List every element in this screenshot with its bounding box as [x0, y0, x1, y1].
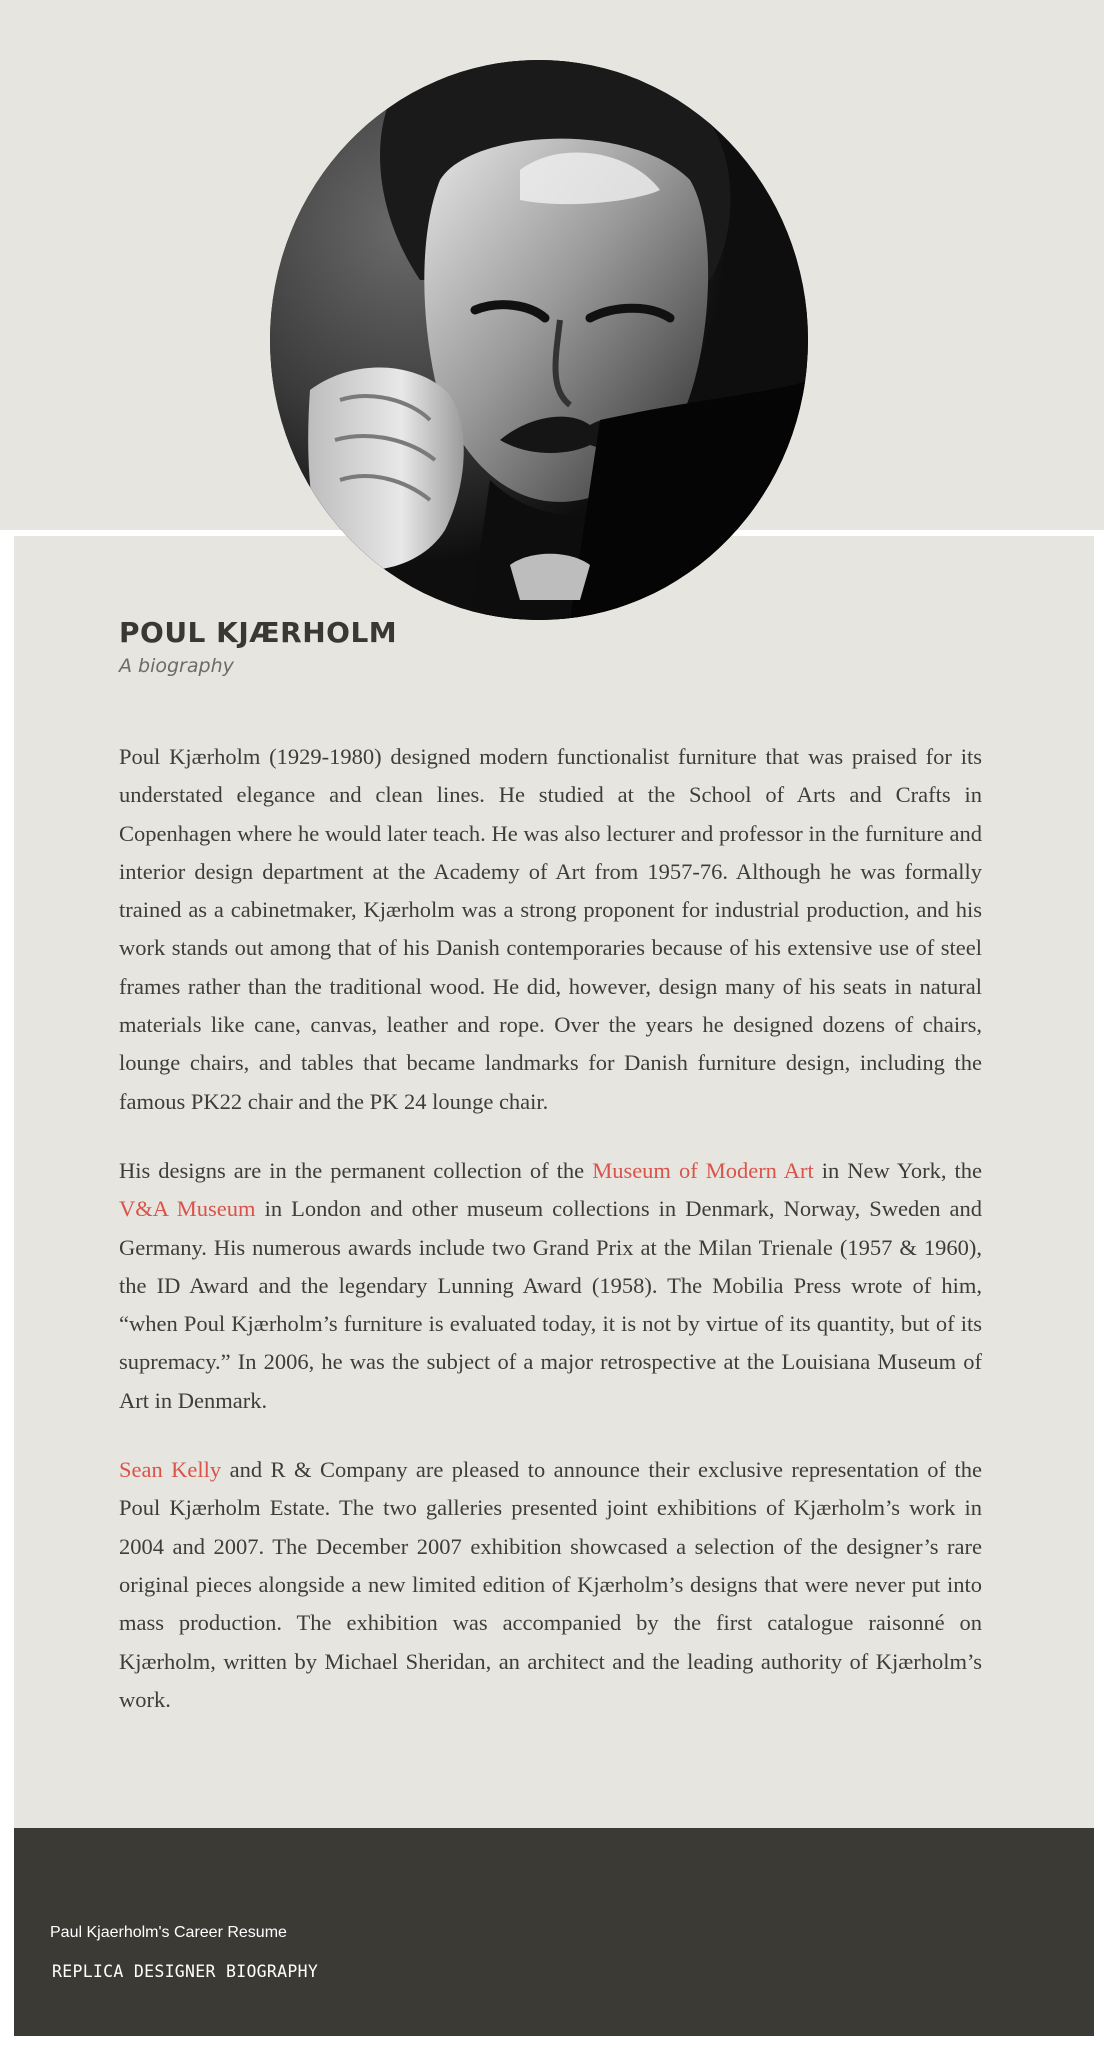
bio-text: His designs are in the permanent collection of the: [119, 1157, 593, 1183]
footer-title-link[interactable]: Paul Kjaerholm's Career Resume: [50, 1924, 287, 1941]
bio-paragraph-3: [119, 1451, 982, 1719]
footer: [14, 1828, 1094, 2036]
bio-text: in New York, the: [813, 1157, 982, 1183]
page-subtitle: A biography: [119, 655, 234, 677]
bio-paragraph-2: [119, 1152, 982, 1420]
footer-subtitle: REPLICA DESIGNER BIOGRAPHY: [52, 1962, 319, 1981]
link-museum-of-modern-art[interactable]: Museum of Modern Art: [592, 1157, 814, 1183]
portrait-illustration: [270, 60, 808, 620]
link-va-museum[interactable]: V&A Museum: [119, 1196, 256, 1222]
bio-text: and R & Company are pleased to announce their exclusive representation of the Poul Kjærholm Estate. The two galleries presented joint exhibitions of Kjærholm’s work in 2004 and 2007. The December 2007 exhibition showcased a selection of the designer’s rare original pieces alongside a new limited edition of Kjærholm’s designs that were never put into mass production. The exhibition was accompanied by the first catalogue raisonné on Kjærholm, written by Michael Sheridan, an architect and the leading authority of Kjærholm’s work.: [119, 1457, 982, 1712]
bio-paragraph-1: Poul Kjærholm (1929-1980) designed modern functionalist furniture that was praised for its understated elegance and clean lines. He studied at the School of Arts and Crafts in Copenhagen where he would later teach. He was also lecturer and professor in the furniture and interior design department at the Academy of Art from 1957-76. Although he was formally trained as a cabinetmaker, Kjærholm was a strong proponent for industrial production, and his work stands out among that of his Danish contemporaries because of his extensive use of steel frames rather than the traditional wood. He did, however, design many of his seats in natural materials like cane, canvas, leather and rope. Over the years he designed dozens of chairs, lounge chairs, and tables that became landmarks for Danish furniture design, including the famous PK22 chair and the PK 24 lounge chair.: [119, 744, 982, 1114]
link-sean-kelly[interactable]: Sean Kelly: [119, 1457, 222, 1483]
page-title: POUL KJÆRHOLM: [119, 616, 398, 649]
portrait-photo: [270, 60, 808, 620]
biography-text: [119, 738, 982, 1750]
bio-text: in London and other museum collections in Denmark, Norway, Sweden and Germany. His numerous awards include two Grand Prix at the Milan Trienale (1957 & 1960), the ID Award and the legendary Lunning Award (1958). The Mobilia Press wrote of him, “when Poul Kjærholm’s furniture is evaluated today, it is not by virtue of its quantity, but of its supremacy.” In 2006, he was the subject of a major retrospective at the Louisiana Museum of Art in Denmark.: [119, 1196, 982, 1413]
